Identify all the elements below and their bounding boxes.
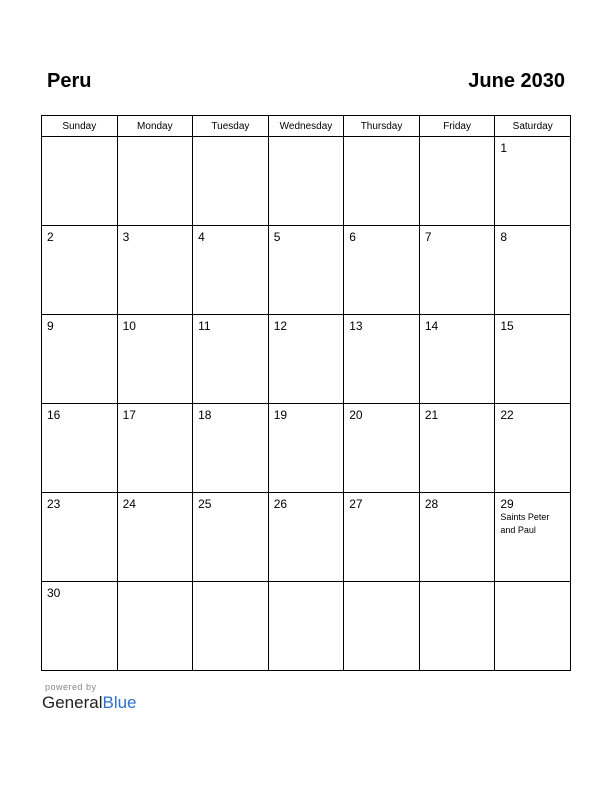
month-year-title: June 2030 xyxy=(468,70,565,92)
day-number: 20 xyxy=(349,408,363,422)
day-cell xyxy=(419,137,495,226)
day-number xyxy=(193,137,268,141)
country-title: Peru xyxy=(47,70,92,92)
day-number: 2 xyxy=(47,230,54,244)
week-row xyxy=(42,582,571,671)
day-cell xyxy=(193,137,269,226)
weekday-header: Wednesday xyxy=(268,116,344,137)
day-number: 18 xyxy=(198,408,212,422)
day-cell xyxy=(268,226,344,315)
day-number: 15 xyxy=(500,319,514,333)
day-number: 29 xyxy=(500,497,514,511)
day-cell xyxy=(42,582,118,671)
weekday-header: Sunday xyxy=(42,116,118,137)
day-cell xyxy=(419,404,495,493)
day-cell xyxy=(344,404,420,493)
day-number xyxy=(495,582,570,586)
day-cell xyxy=(42,226,118,315)
weekday-header: Saturday xyxy=(495,116,571,137)
day-number xyxy=(42,137,117,141)
day-number: 23 xyxy=(47,497,61,511)
day-cell xyxy=(344,493,420,582)
day-cell xyxy=(268,137,344,226)
day-cell xyxy=(117,582,193,671)
day-number xyxy=(420,582,495,586)
day-cell xyxy=(495,493,571,582)
day-cell xyxy=(419,582,495,671)
day-number xyxy=(344,137,419,141)
powered-by-text: powered by xyxy=(45,682,97,692)
day-cell xyxy=(268,493,344,582)
day-number: 16 xyxy=(47,408,61,422)
day-cell xyxy=(193,493,269,582)
day-number xyxy=(118,582,193,586)
day-number: 30 xyxy=(47,586,61,600)
day-number: 25 xyxy=(198,497,212,511)
day-number: 19 xyxy=(273,408,288,422)
day-number: 14 xyxy=(424,319,439,333)
day-number xyxy=(344,582,419,586)
day-number: 11 xyxy=(198,319,211,333)
day-number xyxy=(420,137,495,141)
generalblue-logo xyxy=(42,693,137,713)
day-number: 26 xyxy=(273,497,288,511)
day-number: 27 xyxy=(349,497,363,511)
day-cell xyxy=(268,315,344,404)
day-cell xyxy=(42,493,118,582)
day-number: 3 xyxy=(122,230,130,244)
day-cell xyxy=(495,226,571,315)
week-row xyxy=(42,137,571,226)
day-number: 10 xyxy=(122,319,136,333)
week-row xyxy=(42,315,571,404)
day-number: 4 xyxy=(198,230,205,244)
day-number: 6 xyxy=(349,230,356,244)
day-number: 22 xyxy=(500,408,514,422)
week-row xyxy=(42,493,571,582)
day-cell xyxy=(419,315,495,404)
week-row xyxy=(42,404,571,493)
day-cell xyxy=(193,226,269,315)
day-number: 17 xyxy=(122,408,136,422)
day-cell xyxy=(117,404,193,493)
day-cell xyxy=(495,404,571,493)
day-cell xyxy=(344,582,420,671)
day-cell xyxy=(42,137,118,226)
day-cell xyxy=(495,582,571,671)
footer-branding xyxy=(42,682,137,713)
week-row xyxy=(42,226,571,315)
day-number xyxy=(193,582,268,586)
day-number xyxy=(269,137,344,141)
weekday-header: Thursday xyxy=(344,116,420,137)
weekday-header: Friday xyxy=(419,116,495,137)
brand-general-text: General xyxy=(42,693,103,712)
day-number: 9 xyxy=(47,319,54,333)
day-cell xyxy=(268,404,344,493)
weekday-header-row xyxy=(42,116,571,137)
day-cell xyxy=(419,493,495,582)
day-cell xyxy=(42,404,118,493)
day-number: 12 xyxy=(273,319,288,333)
day-number: 8 xyxy=(500,230,508,244)
day-cell xyxy=(193,582,269,671)
day-cell xyxy=(344,137,420,226)
day-number: 7 xyxy=(424,230,432,244)
day-cell xyxy=(344,315,420,404)
day-cell xyxy=(117,137,193,226)
day-number: 13 xyxy=(349,319,363,333)
weekday-header: Tuesday xyxy=(193,116,269,137)
day-cell xyxy=(42,315,118,404)
day-cell xyxy=(495,315,571,404)
day-cell xyxy=(495,137,571,226)
day-cell xyxy=(117,315,193,404)
holiday-label: Saints Peter and Paul xyxy=(500,512,550,535)
weekday-header: Monday xyxy=(117,116,193,137)
brand-blue-text: Blue xyxy=(102,693,137,712)
day-number: 28 xyxy=(424,497,439,511)
day-cell xyxy=(193,315,269,404)
day-number: 24 xyxy=(122,497,136,511)
calendar-grid xyxy=(41,115,571,671)
day-cell xyxy=(117,226,193,315)
day-number: 21 xyxy=(424,408,439,422)
day-number xyxy=(269,582,344,586)
day-number: 5 xyxy=(273,230,281,244)
day-cell xyxy=(419,226,495,315)
day-number: 1 xyxy=(500,141,508,155)
day-cell xyxy=(268,582,344,671)
day-cell xyxy=(193,404,269,493)
day-cell xyxy=(344,226,420,315)
day-cell xyxy=(117,493,193,582)
day-number xyxy=(118,137,193,141)
